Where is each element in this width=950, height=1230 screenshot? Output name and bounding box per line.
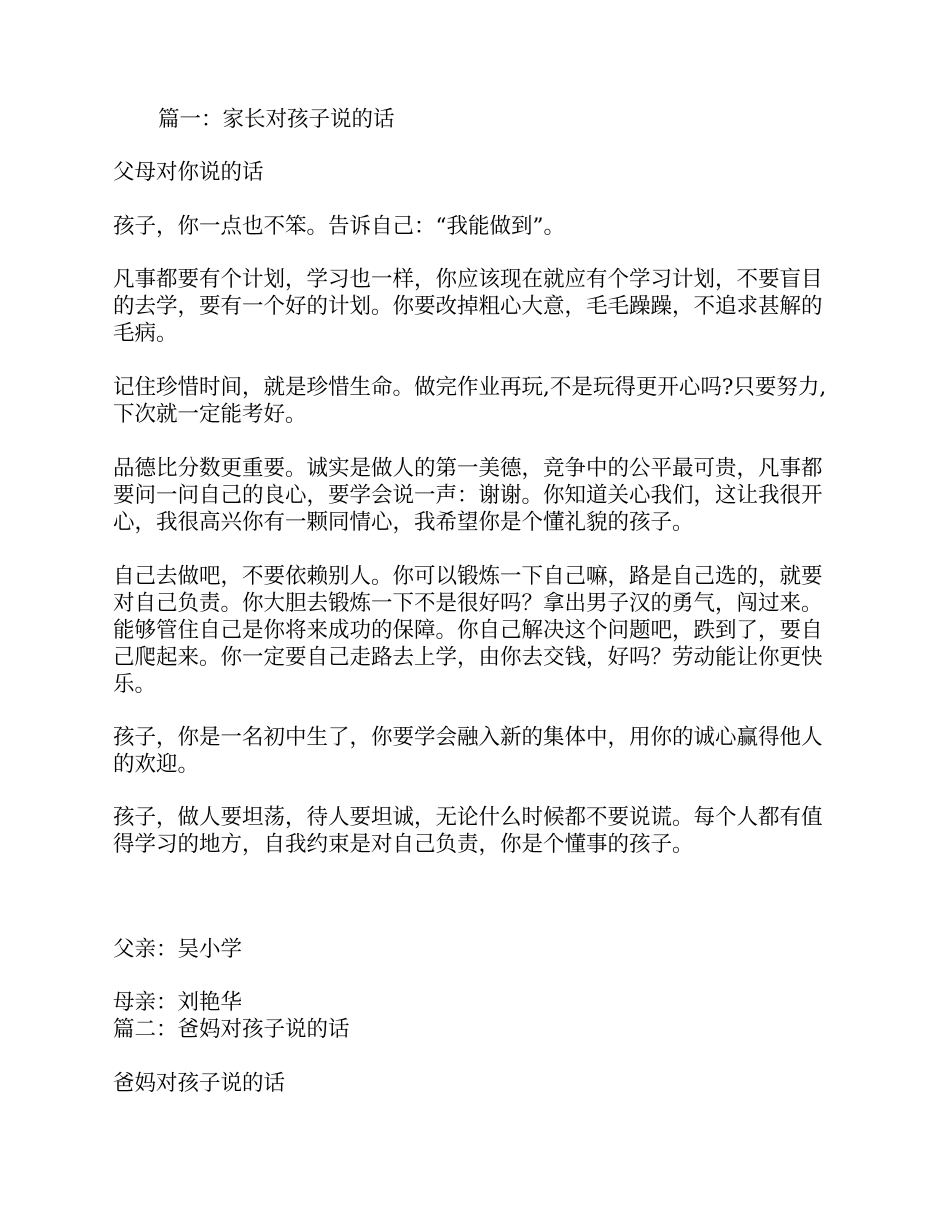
- paragraph-7: 孩子，做人要坦荡，待人要坦诚，无论什么时候都不要说谎。每个人都有值得学习的地方，自我约束是对自己负责，你是个懂事的孩子。: [113, 805, 823, 857]
- paragraph-4: 品德比分数更重要。诚实是做人的第一美德，竞争中的公平最可贵，凡事都要问一问自己的良心，要学会说一声：谢谢。你知道关心我们，这让我很开心，我很高兴你有一颗同情心，我希望你是个懂礼貌的孩子。: [113, 456, 823, 535]
- father-signature: 父亲：吴小学: [113, 937, 243, 962]
- paragraph-3: 记住珍惜时间，就是珍惜生命。做完作业再玩,不是玩得更开心吗?只要努力,下次就一定能考好。: [113, 375, 827, 427]
- paragraph-1: 孩子，你一点也不笨。告诉自己：“我能做到”。: [113, 214, 565, 239]
- mother-signature: 母亲：刘艳华: [113, 990, 243, 1015]
- section1-heading: 篇一：家长对孩子说的话: [158, 107, 395, 132]
- paragraph-6: 孩子，你是一名初中生了，你要学会融入新的集体中，用你的诚心赢得他人的欢迎。: [113, 725, 823, 777]
- paragraph-2: 凡事都要有个计划，学习也一样，你应该现在就应有个学习计划，不要盲目的去学，要有一个好的计划。你要改掉粗心大意，毛毛躁躁，不追求甚解的毛病。: [113, 267, 823, 346]
- paragraph-5: 自己去做吧，不要依赖别人。你可以锻炼一下自己嘛，路是自己选的，就要对自己负责。你大胆去锻炼一下不是很好吗？拿出男子汉的勇气，闯过来。能够管住自己是你将来成功的保障。你自己解决这个问题吧，跌到了，要自己爬起来。你一定要自己走路去上学，由你去交钱，好吗？劳动能让你更快乐。: [113, 564, 823, 697]
- section2-heading: 篇二：爸妈对孩子说的话: [113, 1017, 350, 1042]
- subtitle-2: 爸妈对孩子说的话: [113, 1071, 286, 1096]
- subtitle-1: 父母对你说的话: [113, 160, 264, 185]
